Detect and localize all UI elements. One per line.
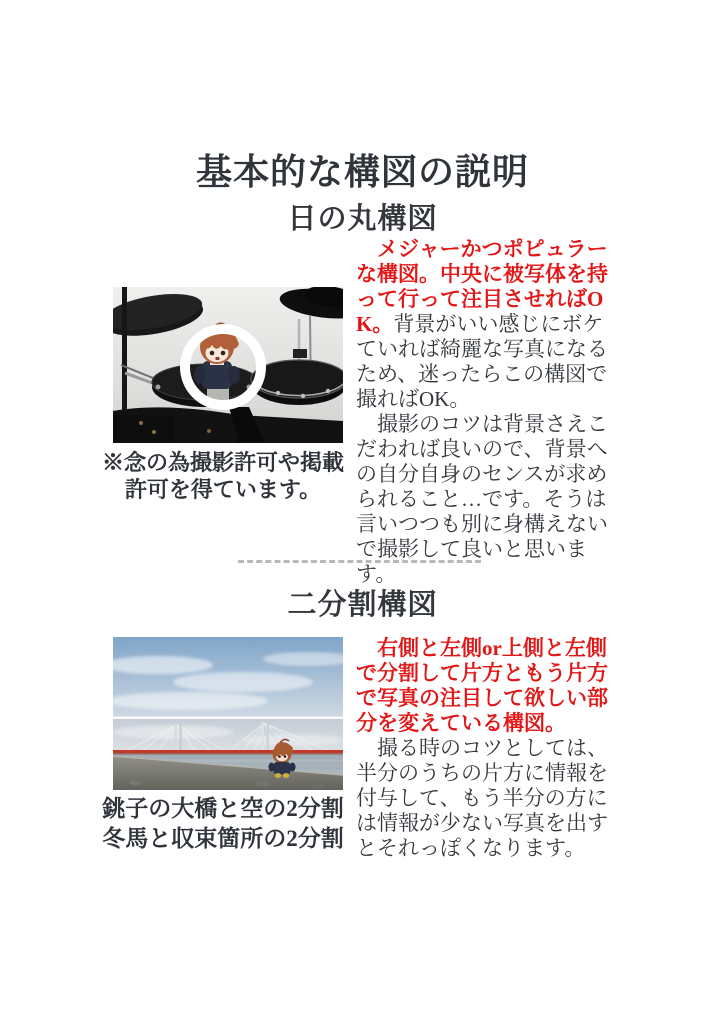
stand-clamp	[293, 349, 307, 358]
right-pylon	[262, 722, 264, 751]
page-title: 基本的な構図の説明	[195, 151, 529, 192]
section1-paragraph2: 撮影のコツは背景さえこだわれば良いので、背景への自分自身のセンスが求められること…です。そうは言いつつも別に身構えないで撮影して良いと思います。	[356, 412, 608, 586]
photo2-caption-line1: 銚子の大橋と空の2分割	[102, 796, 344, 821]
photo2-caption-line2: 冬馬と収束箇所の2分割	[102, 826, 344, 851]
bridge-deck-red	[113, 750, 343, 753]
section2-paragraph2: 撮る時のコツとしては、半分のうちの片方に情報を付与して、もう半分の方には情報が少ない写真を出すとそれっぽくなります。	[356, 736, 608, 860]
section2-paragraph1	[356, 636, 612, 736]
drum-kit-photo	[113, 287, 343, 443]
photo2-caption	[92, 794, 354, 854]
two-split-line	[113, 717, 343, 720]
left-pylon	[175, 724, 177, 751]
sky-upper-half	[113, 637, 343, 718]
section1-para1-black: 背景がいい感じにボケていれば綺麗な写真になるため、迷ったらこの構図で撮ればOK。	[356, 312, 608, 411]
section2-text	[356, 636, 612, 861]
section2-lead-red: 右側と左側or上側と左側で分割して片方ともう片方で写真の注目して欲しい部分を変えている構図。	[356, 636, 608, 735]
section1-lead-red: メジャーかつポピュラーな構図。中央に被写体を持って行って注目させればOK。	[356, 237, 608, 336]
section1-paragraph1	[356, 237, 612, 412]
plush2-shoes	[275, 773, 281, 778]
section1-heading: 日の丸構図	[287, 203, 438, 235]
section-divider	[238, 560, 481, 563]
section1-text	[356, 237, 612, 587]
section2-heading: 二分割構図	[287, 589, 438, 621]
left-stand-pole	[122, 287, 127, 419]
photo1-caption-line2: 許可を得ています。	[124, 477, 322, 502]
bridge-photo	[113, 637, 343, 790]
drum-kit-illustration	[113, 287, 343, 443]
bridge-illustration	[113, 637, 343, 790]
photo1-caption	[92, 449, 354, 503]
photo1-caption-line1: ※念の為撮影許可や掲載	[101, 450, 344, 475]
